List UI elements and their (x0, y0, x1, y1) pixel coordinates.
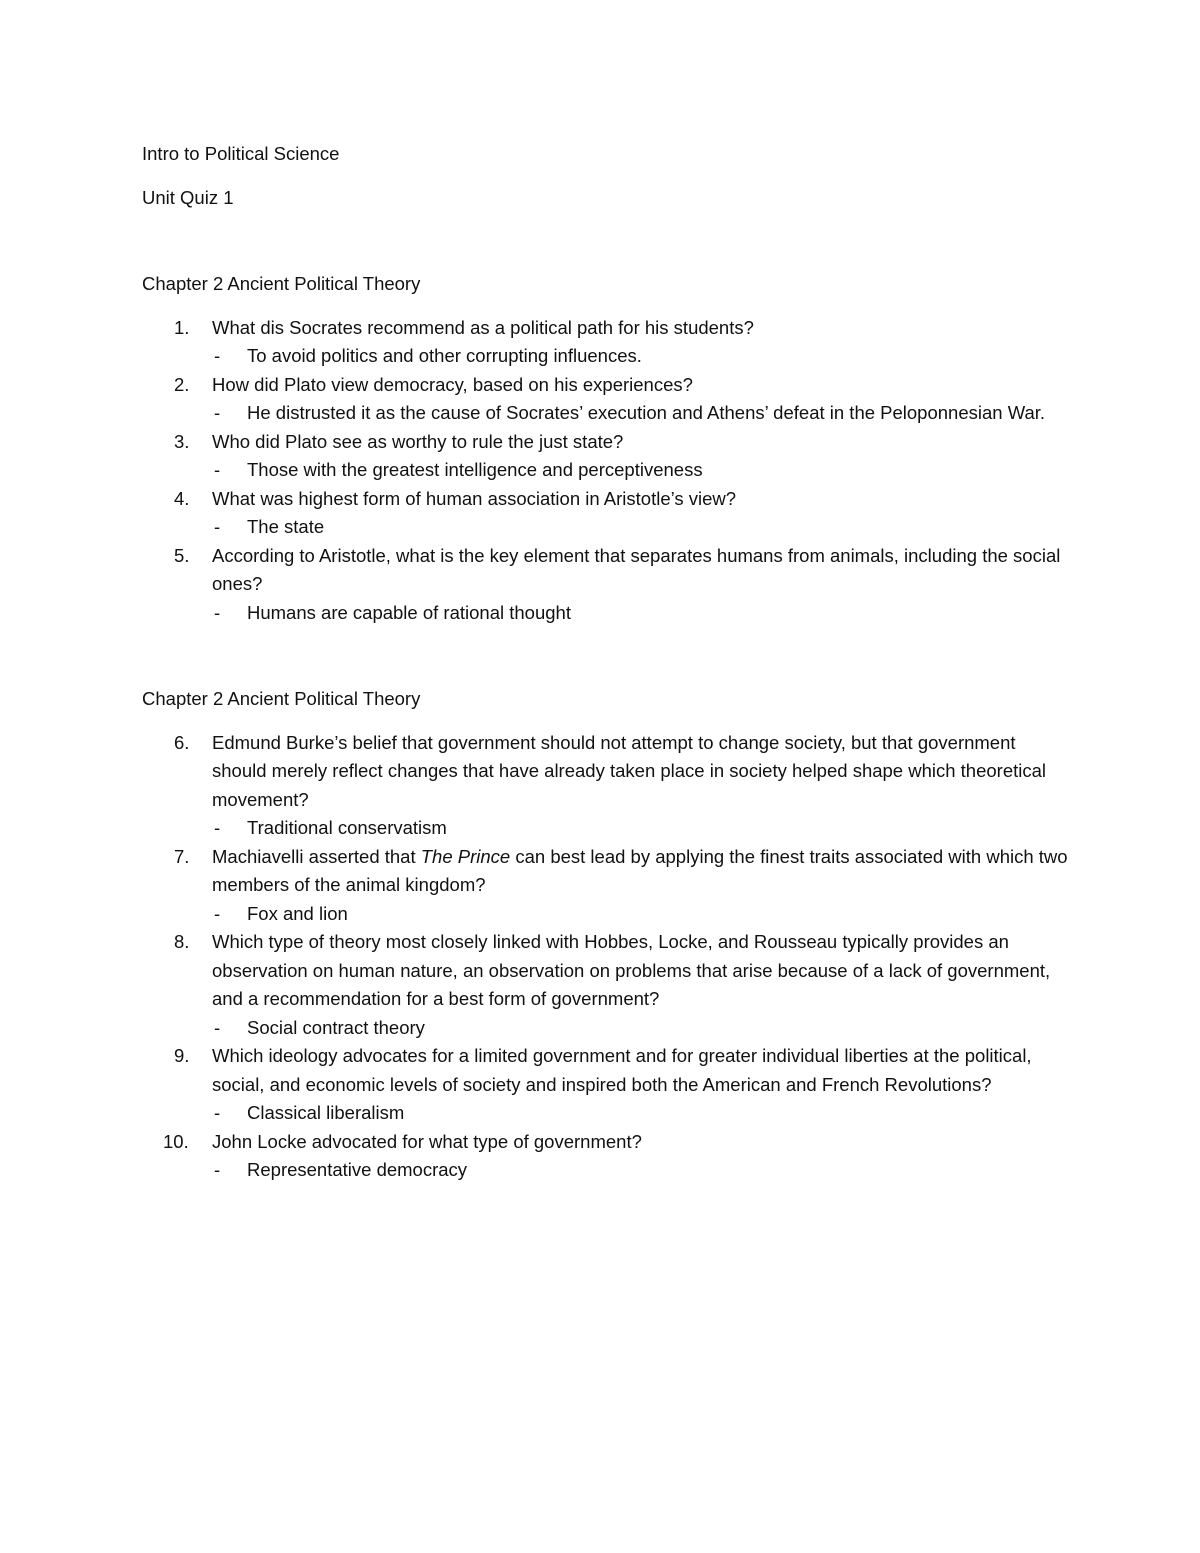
dash-bullet: - (214, 817, 221, 838)
answer-item (142, 513, 1072, 542)
answer-text: Classical liberalism (247, 1102, 405, 1123)
question-number: 5. (174, 544, 190, 566)
question-text: What dis Socrates recommend as a political path for his students? (212, 316, 754, 338)
answer-text: To avoid politics and other corrupting influences. (247, 345, 642, 366)
question-list (142, 314, 1072, 628)
question-item (142, 428, 1072, 485)
question-item (142, 928, 1072, 1042)
section-heading: Chapter 2 Ancient Political Theory (142, 273, 421, 294)
question-text-after: can best lead by applying the finest traits associated with which two members of the animal kingdom? (212, 845, 1068, 895)
question-item (142, 729, 1072, 843)
question-item (142, 843, 1072, 929)
answer-item (142, 399, 1072, 428)
answer-text: The state (247, 516, 325, 537)
question-item (142, 371, 1072, 428)
answer-item (142, 456, 1072, 485)
question-number: 2. (174, 373, 190, 395)
question-number: 9. (174, 1045, 190, 1066)
dash-bullet: - (214, 1159, 221, 1180)
dash-bullet: - (214, 402, 221, 423)
dash-bullet: - (214, 459, 221, 480)
document-body (142, 140, 1072, 1185)
answer-item (142, 1099, 1072, 1128)
book-title: The Prince (420, 845, 511, 867)
question-item (142, 1128, 1072, 1185)
answer-text: Representative democracy (247, 1159, 468, 1180)
question-number: 8. (174, 931, 190, 952)
dash-bullet: - (214, 902, 221, 924)
dash-bullet: - (214, 1102, 221, 1123)
question-number: 10. (163, 1130, 189, 1152)
document-title: Intro to Political Science (142, 143, 340, 164)
question-item (142, 314, 1072, 371)
question-number: 7. (174, 845, 190, 867)
dash-bullet: - (214, 601, 221, 623)
question-item (142, 485, 1072, 542)
question-text-before: Machiavelli asserted that (212, 845, 421, 867)
question-number: 4. (174, 487, 190, 509)
answer-text: Traditional conservatism (247, 817, 447, 838)
question-number: 1. (174, 316, 190, 338)
section-spacer (142, 627, 1072, 685)
dash-bullet: - (214, 345, 221, 366)
answer-text: Those with the greatest intelligence and perceptiveness (247, 459, 703, 480)
answer-text: He distrusted it as the cause of Socrates’ execution and Athens’ defeat in the Peloponnesian War. (247, 402, 1046, 423)
dash-bullet: - (214, 516, 221, 537)
question-text: What was highest form of human association in Aristotle’s view? (212, 487, 737, 509)
question-text: John Locke advocated for what type of government? (212, 1130, 642, 1152)
question-item (142, 1042, 1072, 1128)
question-text: Which type of theory most closely linked with Hobbes, Locke, and Rousseau typically provides an observation on human nature, an observation on problems that arise because of a lack of government, and a recommendation for a best form of government? (212, 931, 1051, 1009)
question-text: According to Aristotle, what is the key element that separates humans from animals, including the social ones? (212, 544, 1061, 594)
answer-text: Social contract theory (247, 1016, 425, 1038)
answer-item (142, 1014, 1072, 1043)
section-heading: Chapter 2 Ancient Political Theory (142, 688, 421, 709)
question-text: Who did Plato see as worthy to rule the just state? (212, 430, 624, 452)
question-number: 3. (174, 430, 190, 452)
question-text: Which ideology advocates for a limited government and for greater individual liberties at the political, social, and economic levels of society and inspired both the American and French Revolutions? (212, 1045, 1032, 1095)
document-subtitle: Unit Quiz 1 (142, 186, 234, 208)
answer-item (142, 900, 1072, 929)
answer-item (142, 814, 1072, 843)
question-number: 6. (174, 731, 190, 753)
question-text (212, 843, 1072, 900)
dash-bullet: - (214, 1016, 221, 1038)
question-text: How did Plato view democracy, based on his experiences? (212, 373, 693, 395)
question-item (142, 542, 1072, 628)
question-list (142, 729, 1072, 1185)
answer-item (142, 342, 1072, 371)
answer-text: Humans are capable of rational thought (247, 601, 571, 623)
answer-item (142, 599, 1072, 628)
question-text: Edmund Burke’s belief that government should not attempt to change society, but that government should merely reflect changes that have already taken place in society helped shape which theoretical movement? (212, 731, 1047, 810)
answer-text: Fox and lion (247, 902, 348, 924)
answer-item (142, 1156, 1072, 1185)
